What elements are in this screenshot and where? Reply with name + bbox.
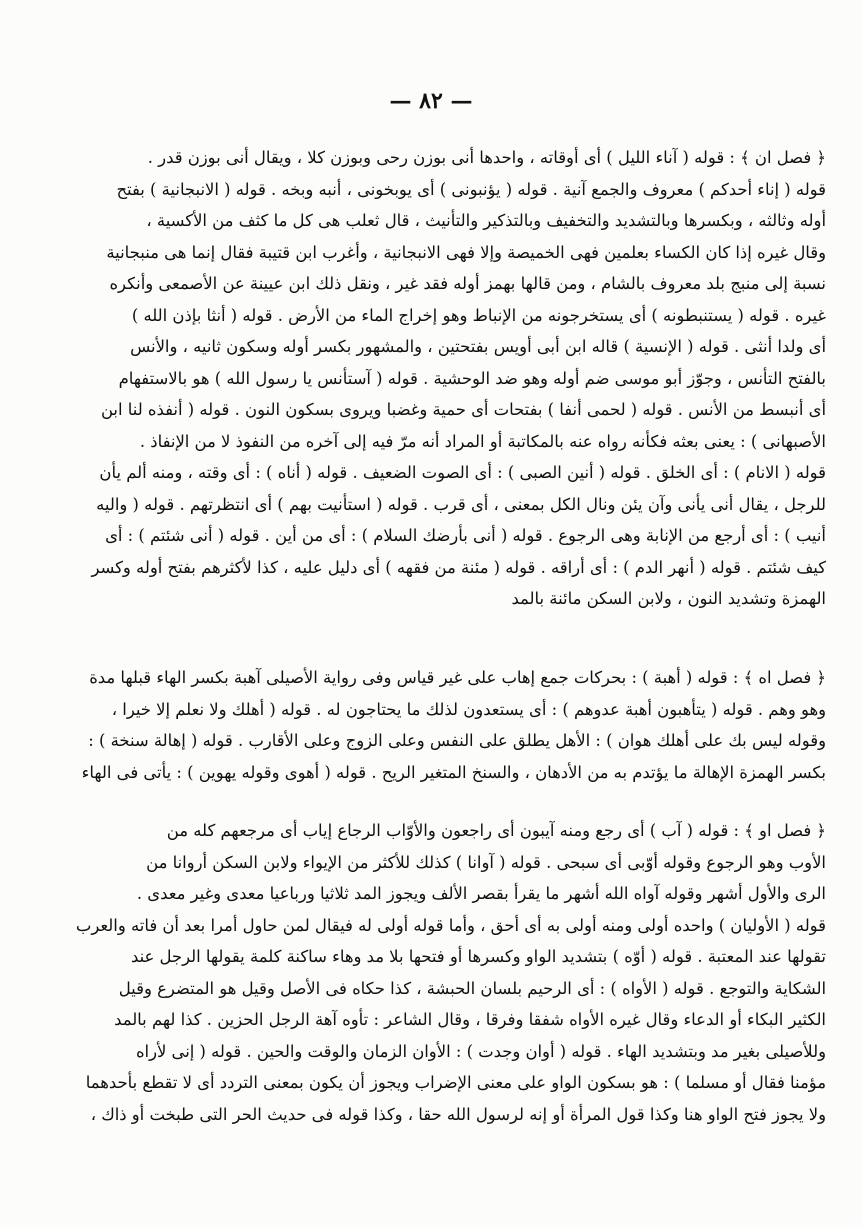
text-line: وهو وهم . قوله ( يتأهبون أهبة عدوهم ) : أى يستعدون لذلك ما يحتاجون له . قوله ( أهلك ولا نعلم إلا خيرا ، [111,699,826,719]
section-fasl-ah [38,662,826,788]
text-line: قوله ( الأوليان ) واحده أولى ومنه أولى به أى أحق ، وأما قوله أولى له فيقال لمن حاول أمرا بعد أن فاته والعرب [75,915,826,935]
page-number: — ٨٢ — [389,88,473,114]
text-line: الهمزة وتشديد النون ، ولابن السكن مائنة بالمد [511,589,826,608]
text-line: الأصبهانى ) : يعنى بعثه فكأنه رواه عنه بالمكاتبة أو المراد أنه مرّ فيه إلى آخره من النفوذ لا من الإنفاذ . [139,431,826,451]
text-line: الأوب وهو الرجوع وقوله أوّبى أى سبحى . قوله ( آوانا ) كذلك للأكثر من الإيواء ولابن السكن أروانا من [146,852,826,872]
text-line: ولا يجوز فتح الواو هنا وكذا قول المرأة أو إنه لرسول الله حقا ، وكذا قوله فى حديث الحر التى طبخت أو ذاك ، [90,1104,826,1124]
text-line: كيف شئتم . قوله ( أنهر الدم ) : أى أراقه . قوله ( مئنة من فقهه ) أى دليل عليه ، كذا لأكثرهم بفتح أوله وكسر [91,557,826,577]
text-line: الكثير البكاء أو الدعاء وقال غيره الأواه شفقا وفرقا ، وقال الشاعر : تأوه آهة الرجل الحزين . كذا لهم بالمد [114,1010,826,1029]
text-line: وقوله ليس بك على أهلك هوان ) : الأهل يطلق على النفس وعلى الزوج وعلى الأقارب . قوله ( إهالة سنخة ) : [88,731,826,750]
text-line: غيره . قوله ( يستنبطونه ) أى يستخرجونه من الإنباط وهو إخراج الماء من الأرض . قوله ( أنثا بإذن الله ) [131,305,826,325]
text-line: تقولها عند المعتبة . قوله ( أوّه ) بتشديد الواو وكسرها أو فتحها بلا مد وهاء ساكنة كلمة يقولها الرجل عند [130,947,826,966]
text-line: ﴿ فصل اه ﴾ : قوله ( أهبة ) : بحركات جمع إهاب على غير قياس وفى رواية الأصيلى آهبة بكسر الهاء قبلها مدة [89,668,826,687]
text-line: وقال غيره إذا كان الكساء بعلمين فهى الخميصة وإلا فهى الانبجانية ، وأغرب ابن قتيبة فقال إنما هى منبجانية [106,242,826,262]
text-line: أى ولدا أنثى . قوله ( الإنسية ) قاله ابن أبى أويس بفتحتين ، والمشهور بكسر أوله وسكون ثانيه ، والأنس [130,337,826,356]
section-fasl-aw [38,815,826,1130]
text-line: وللأصيلى بغير مد وبتشديد الهاء . قوله ( أوان وجدت ) : الأوان الزمان والوقت والحين . قوله ( إنى لأراه [135,1041,826,1061]
text-line: بكسر الهمزة الإهالة ما يؤتدم به من الأدهان ، والسنخ المتغير الريح . قوله ( أهوى وقوله يهوين ) : يأتى فى الهاء [81,762,826,782]
text-line: قوله ( إناء أحدكم ) معروف والجمع آنية . قوله ( يؤنبونى ) أى يوبخونى ، أنبه وبخه . قوله ( الانبجانية ) بفتح [116,179,826,199]
text-line: نسبة إلى منبج بلد معروف بالشام ، ومن قالها بهمز أوله فقد غير ، ونقل ذلك ابن عيينة عن الأصمعى وأنكره [109,274,826,293]
text-line: أنيب ) : أى أرجع من الإنابة وهى الرجوع . قوله ( أنى بأرضك السلام ) : أى من أين . قوله ( أنى شئتم ) : أى [105,526,826,545]
text-line: للرجل ، يقال أنى يأنى وآن يئن ونال الكل بمعنى ، أى قرب . قوله ( استأنيت بهم ) أى انتظرتهم . قوله ( واليه [96,494,826,514]
text-line: بالفتح التأنس ، وجوّز أبو موسى ضم أوله وهو ضد الوحشية . قوله ( آستأنس يا رسول الله ) هو بالاستفهام [118,368,826,388]
section-fasl-an [38,142,826,615]
text-line: أى أنبسط من الأنس . قوله ( لحمى أنفا ) بفتحات أى حمية وغضبا ويروى بسكون النون . قوله ( أنفذه لنا ابن [100,400,826,419]
text-line: ﴿ فصل ان ﴾ : قوله ( آناء الليل ) أى أوقاته ، واحدها أنى بوزن رحى وبوزن كلا ، ويقال أنى بوزن قدر . [147,148,826,167]
text-line: مؤمنا فقال أو مسلما ) : هو بسكون الواو على معنى الإضراب ويجوز أن يكون بمعنى التردد أى لا تقطع بأحدهما [85,1073,826,1092]
text-line: أوله وثالثه ، وبكسرها وبالتشديد والتخفيف وبالتذكير والتأنيث ، قال ثعلب هى كل ما كثف من الأكسية ، [146,211,826,230]
text-line: قوله ( الانام ) : أى الخلق . قوله ( أنين الصبى ) : أى الصوت الضعيف . قوله ( أناه ) : أى وقته ، ومنه ألم يأن [99,463,826,482]
text-line: الشكاية والتوجع . قوله ( الأواه ) : أى الرحيم بلسان الحبشة ، كذا حكاه فى الأصل وقيل هو المتضرع وقيل [118,978,826,998]
text-line: الرى والأول أشهر وقوله آواه الله أشهر ما يقرأ بقصر الألف ويجوز المد ثلاثيا ورباعيا معدى وغير معدى . [136,884,826,903]
text-line: ﴿ فصل او ﴾ : قوله ( آب ) أى رجع ومنه آيبون أى راجعون والأوّاب الرجاع إياب أى مرجعهم كله من [166,821,826,840]
